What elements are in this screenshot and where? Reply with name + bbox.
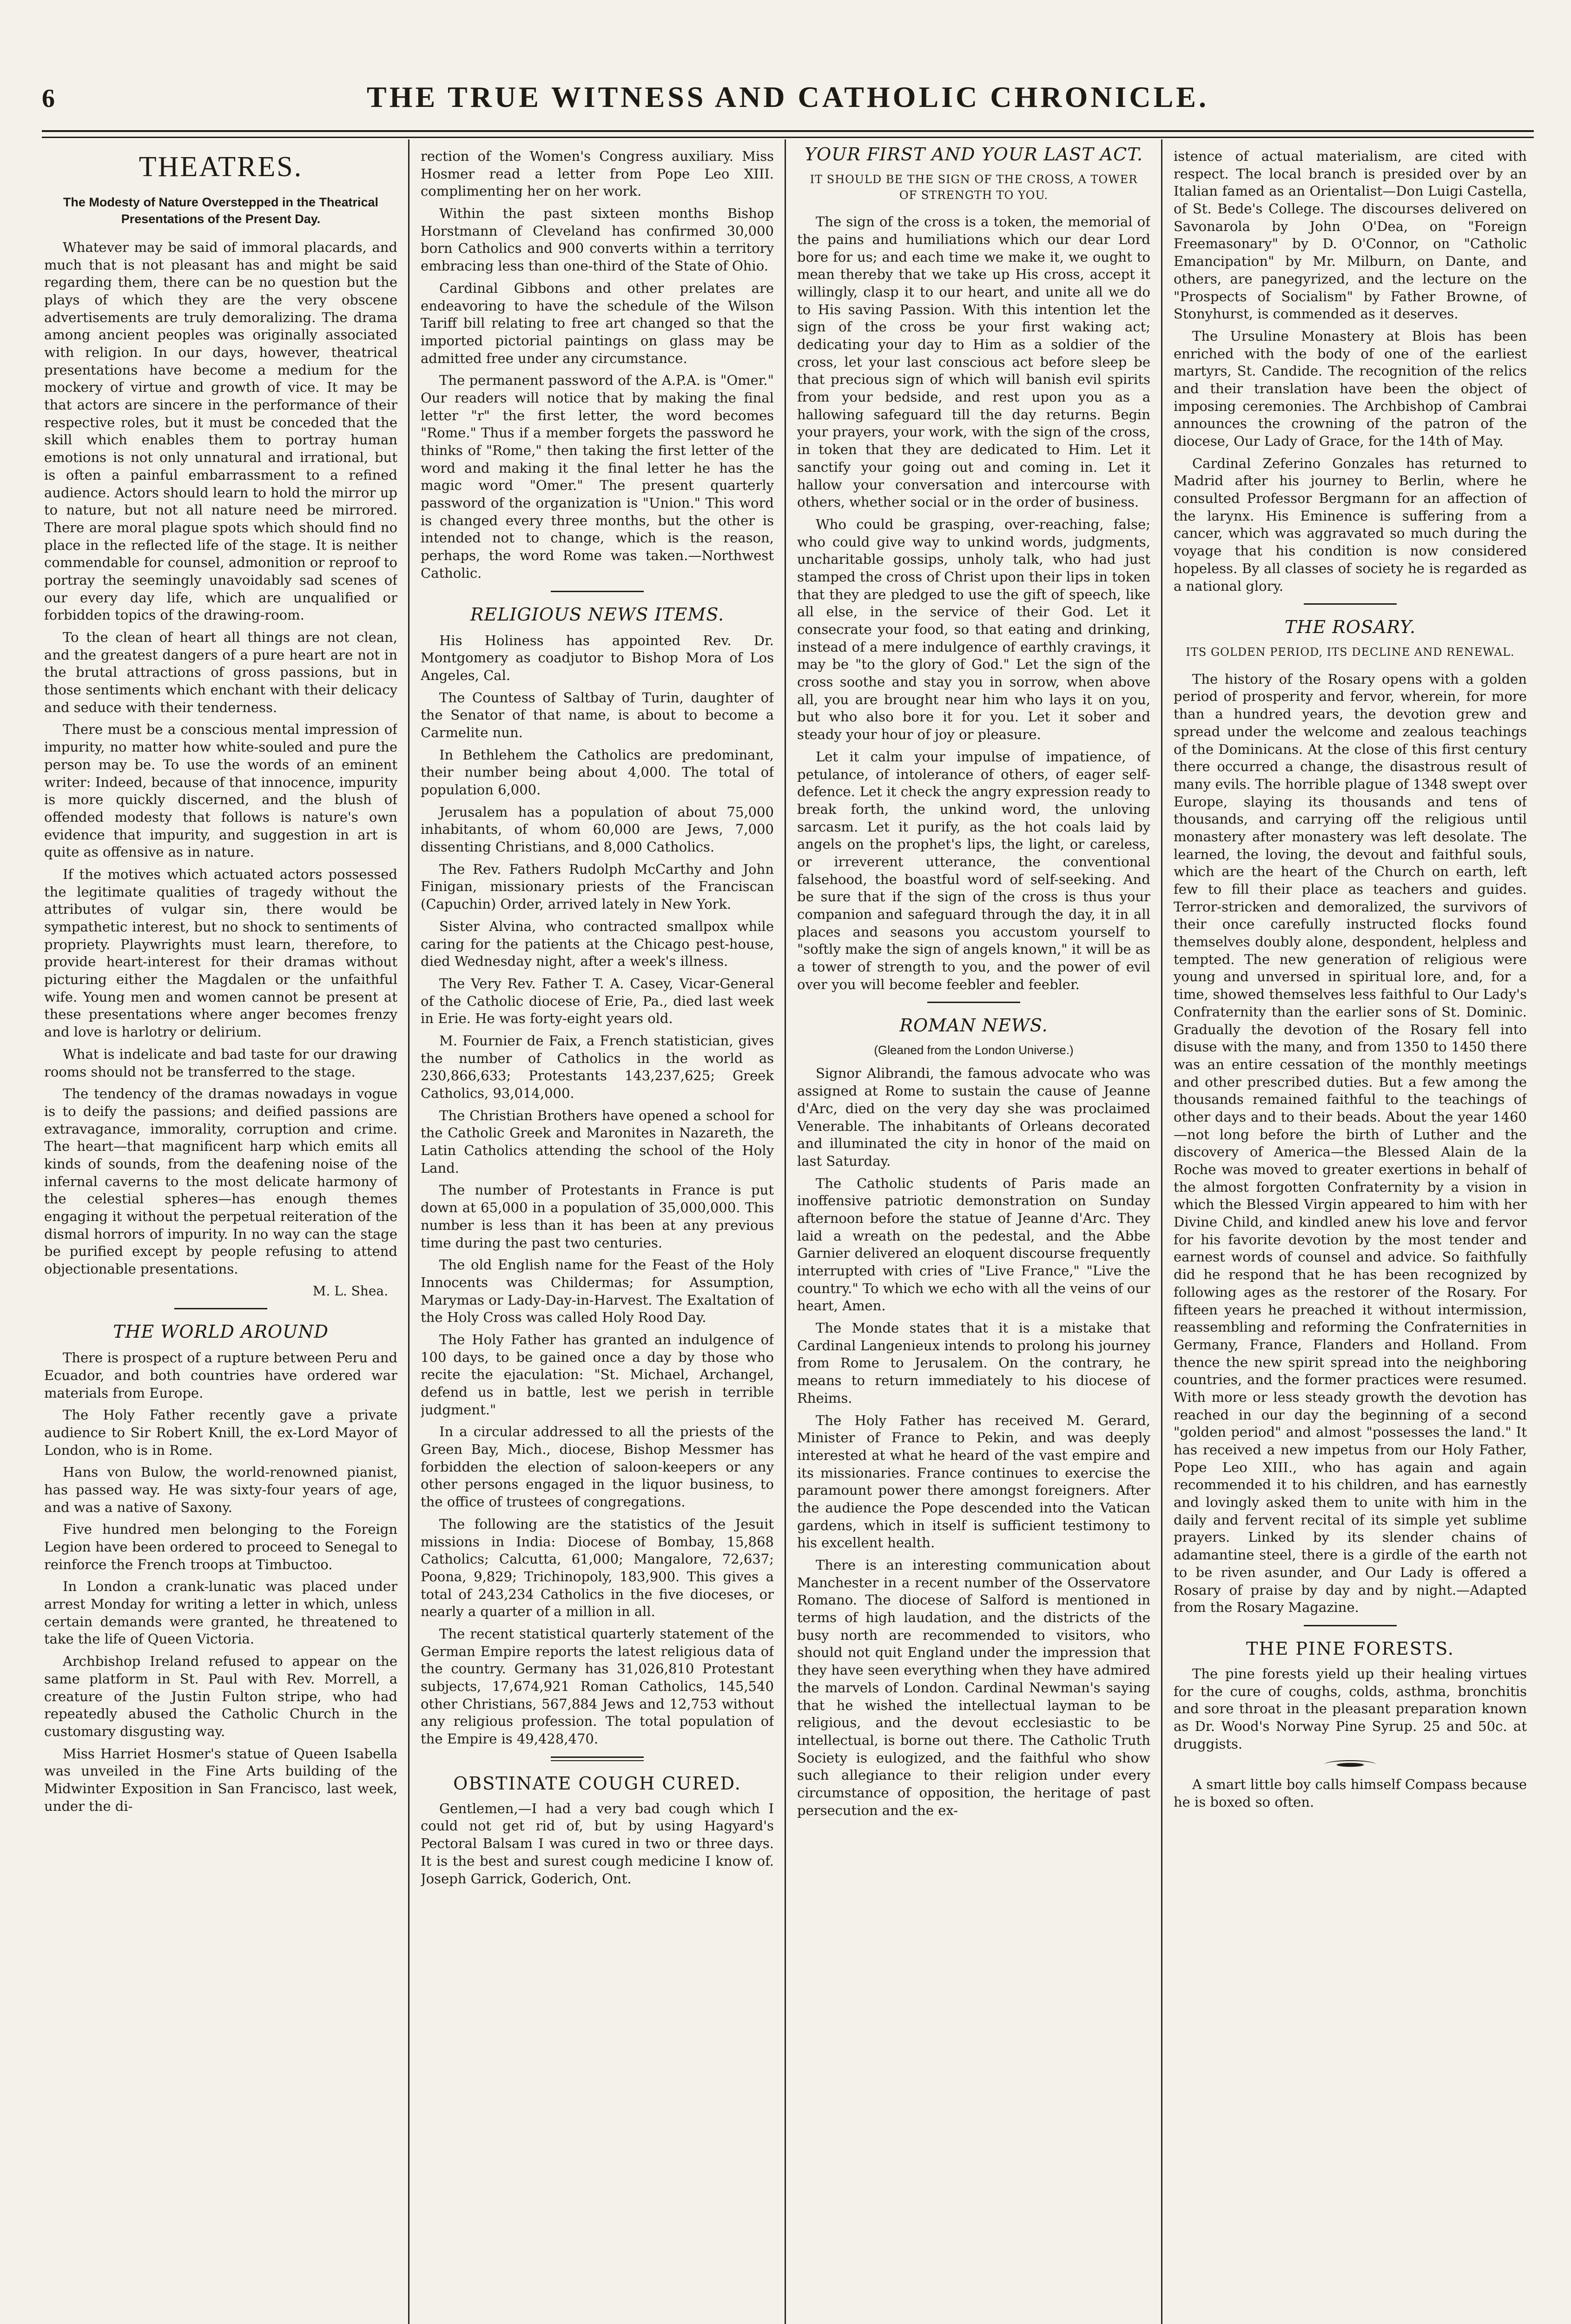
column-3 [797, 139, 1150, 2324]
article-paragraph: The tendency of the dramas nowadays in vogue is to deify the passions; and deified passions are extravagance, immorality, corruption and crime. The heart—that magnificent harp which emits all kinds of sounds, from the deafening noise of the infernal caverns to the most delicate harmony of the celestial spheres—has enough themes engaging it without the perpetual reiteration of the dismal horrors of impurity. In no way can the stage be purified except by people refusing to attend objectionable presentations. [44, 1086, 397, 1277]
news-item: The Very Rev. Father T. A. Casey, Vicar-General of the Catholic diocese of Erie, Pa., died last week in Erie. He was forty-eight years old. [421, 975, 774, 1027]
article-paragraph: Who could be grasping, over-reaching, false; who could give way to unkind words, judgments, uncharitable gossips, unholy talk, who had just stamped the cross of Christ upon their lips in token that they are pledged to use the gift of speech, like all else, in the service of their God. Let it consecrate your food, so that eating and drinking, instead of a mere indulgence of earthly cravings, it may be "to the glory of God." Let the sign of the cross soothe and stay you in sorrow, when above all, you are brought near him who lays it on you, but who also bore it for you. Let it sober and steady your hour of joy or pleasure. [797, 516, 1150, 743]
newspaper-title: THE TRUE WITNESS AND CATHOLIC CHRONICLE. [367, 80, 1209, 113]
column-rule [408, 139, 409, 2324]
theatres-deck: The Modesty of Nature Overstepped in the Theatrical Presentations of the Present Day. [63, 195, 379, 226]
news-item: There is an interesting communication about Manchester in a recent number of the Osservatore Romano. The diocese of Salford is mentioned in terms of high laudation, and the districts of the busy north are recommended to visitors, who should not quit England under the impression that they have seen everything when they have admired the marvels of London. Cardinal Newman's saying that he wished the intellectual layman to be religious, and the devout ecclesiastic to be intellectual, is borne out there. The Catholic Truth Society is eulogized, and the faithful who show such allegiance to their religion under every circumstance of opposition, the heritage of past persecution and the ex- [797, 1557, 1150, 1818]
masthead [42, 70, 1534, 125]
pine-ad-text: The pine forests yield up their healing virtues for the cure of coughs, colds, asthma, bronchitis and sore throat in the pleasant preparation known as Dr. Wood's Norway Pine Syrup. 25 and 50c. at druggists. [1174, 1665, 1527, 1752]
continued-article [421, 148, 774, 582]
section-rule [1304, 1625, 1397, 1626]
rosary-heading: THE ROSARY. [1284, 617, 1416, 638]
pine-forests-heading: THE PINE FORESTS. [1246, 1638, 1454, 1659]
masthead-rule [42, 130, 1534, 138]
continued-roman-news [1174, 148, 1527, 595]
news-item: The old English name for the Feast of the Holy Innocents was Childermas; for Assumption, Marymas or Lady-Day-in-Harvest. The Exaltation of the Holy Cross was called Holy Rood Day. [421, 1257, 774, 1326]
news-item: In London a crank-lunatic was placed under arrest Monday for writing a letter in which, unless certain demands were granted, he threatened to take the life of Queen Victoria. [44, 1578, 397, 1647]
theatres-body [44, 239, 397, 1278]
cough-ad-text: Gentlemen,—I had a very bad cough which I could not get rid of, but by using Hagyard's Pectoral Balsam I was cured in two or three days. It is the best and surest cough medicine I know of. Joseph Garrick, Goderich, Ont. [421, 1800, 774, 1887]
news-item: The following are the statistics of the Jesuit missions in India: Diocese of Bombay, 15,868 Catholics; Calcutta, 61,000; Mangalore, 72,637; Poona, 9,829; Trichinopoly, 183,900. This gives a total of 243,234 Catholics in the five dioceses, or nearly a quarter of a million in all. [421, 1516, 774, 1620]
theatres-signature: M. L. Shea. [312, 1283, 388, 1299]
roman-news-source: (Gleaned from the London Universe.) [874, 1043, 1074, 1057]
news-item: The number of Protestants in France is put down at 65,000 in a population of 35,000,000. This number is less than it has been at any previous time during the past two centuries. [421, 1182, 774, 1251]
column-1 [44, 139, 397, 2324]
news-item: The Countess of Saltbay of Turin, daughter of the Senator of that name, is about to become a Carmelite nun. [421, 689, 774, 740]
section-rule [174, 1308, 267, 1309]
news-item: His Holiness has appointed Rev. Dr. Montgomery as coadjutor to Bishop Mora of Los Angeles, Cal. [421, 632, 774, 683]
page-number: 6 [42, 84, 55, 113]
news-item: The Holy Father recently gave a private audience to Sir Robert Knill, the ex-Lord Mayor of London, who is in Rome. [44, 1407, 397, 1458]
news-item: The Catholic students of Paris made an inoffensive patriotic demonstration on Sunday afternoon before the statue of Jeanne d'Arc. They laid a wreath on the pedestal, and the Abbe Garnier delivered an eloquent discourse frequently interrupted with cries of "Live France," "Live the country." To which we echo with all the veins of our heart, Amen. [797, 1175, 1150, 1314]
column-rule [785, 139, 786, 2324]
column-2 [421, 139, 774, 2324]
news-item: Five hundred men belonging to the Foreign Legion have been ordered to proceed to Senegal to reinforce the French troops at Timbuctoo. [44, 1521, 397, 1572]
article-paragraph: Cardinal Gibbons and other prelates are endeavoring to have the schedule of the Wilson Tariff bill relating to free art changed so that the imported pictorial paintings on glass may be admitted free under any circumstance. [421, 280, 774, 366]
news-item: The Monde states that it is a mistake that Cardinal Langenieux intends to prolong his journey from Rome to Jerusalem. On the contrary, he means to return immediately to his diocese of Rheims. [797, 1320, 1150, 1406]
article-paragraph: To the clean of heart all things are not clean, and the greatest dangers of a pure heart are not in the brutal attractions of gross passions, but in those sentiments which enchant with their delicacy and seduce with their tenderness. [44, 629, 397, 715]
news-item: istence of actual materialism, are cited with respect. The local branch is presided over by an Italian famed as an Orientalist—Don Luigi Castella, of St. Bede's College. The discourses delivered on Savonarola by John O'Dea, on "Foreign Freemasonary" by D. O'Connor, on "Catholic Emancipation" by Mr. Milburn, on Dante, and others, are panegyrized, and the lecture on the "Prospects of Socialism" by Father Browne, of Stonyhurst, is commended as it deserves. [1174, 148, 1527, 322]
cross-article-body [797, 213, 1150, 993]
news-item: The Holy Father has received M. Gerard, Minister of France to Pekin, and was deeply interested at what he heard of the vast empire and its missionaries. France continues to exercise the paramount power there amongst foreigners. After the audience the Pope descended into the Vatican gardens, which in itself is sufficient testimony to his excellent health. [797, 1412, 1150, 1551]
news-item: The Ursuline Monastery at Blois has been enriched with the body of one of the earliest martyrs, St. Candide. The recognition of the relics and their translation have been the object of imposing ceremonies. The Archbishop of Cambrai announces the crowning of the patron of the diocese, Our Lady of Grace, for the 14th of May. [1174, 328, 1527, 449]
news-item: Hans von Bulow, the world-renowned pianist, has passed way. He was sixty-four years of age, and was a native of Saxony. [44, 1464, 397, 1515]
news-item: The Rev. Fathers Rudolph McCarthy and John Finigan, missionary priests of the Franciscan (Capuchin) Order, arrived lately in New York. [421, 861, 774, 912]
section-rule [551, 591, 644, 592]
column-4 [1174, 139, 1527, 2324]
rosary-deck: ITS GOLDEN PERIOD, ITS DECLINE AND RENEWAL. [1186, 646, 1515, 659]
news-item: Jerusalem has a population of about 75,000 inhabitants, of whom 60,000 are Jews, 7,000 dissenting Christians, and 8,000 Catholics. [421, 804, 774, 855]
news-item: In Bethlehem the Catholics are predominant, their number being about 4,000. The total of population 6,000. [421, 746, 774, 798]
cross-article-heading: YOUR FIRST AND YOUR LAST ACT. [804, 144, 1143, 165]
news-item: Miss Harriet Hosmer's statue of Queen Isabella was unveiled in the Fine Arts building of the Midwinter Exposition in San Francisco, last week, under the di- [44, 1745, 397, 1814]
article-paragraph: Within the past sixteen months Bishop Horstmann of Cleveland has confirmed 30,000 born Catholics and 900 converts within a territory embracing less than one-third of the State of Ohio. [421, 205, 774, 274]
article-paragraph: The history of the Rosary opens with a golden period of prosperity and fervor, wherein, for more than a hundred years, the devotion grew and spread under the welcome and zealous teachings of the Dominicans. At the close of this first century there occurred a change, the disastrous result of many evils. The horrible plague of 1348 swept over Europe, slaying its thousands and tens of thousands, and carrying off the religious until monastery after monastery was left desolate. The learned, the loving, the devout and faithful souls, which are the heart of the Church on earth, left few to fill their place as teachers and guides. Terror-stricken and demoralized, the survivors of their once carefully instructed flocks found themselves doubly alone, despondent, helpless and tempted. The new generation of religious were young and unversed in spiritual lore, and, for a time, showed themselves less faithful to Our Lady's Confraternity than the earlier sons of St. Dominic. Gradually the devotion of the Rosary fell into disuse with the many, and from 1350 to 1450 there was an entire cessation of the monthly meetings and other prescribed duties. But a few among the thousands remained faithful to the teachings of other days and to their beads. About the year 1460—not long before the birth of Luther and the discovery of America—the Blessed Alain de la Roche was moved to greater exertions in behalf of the almost forgotten Confraternity by a vision in which the Blessed Virgin appeared to him with her Divine Child, and kindled anew his love and fervor for his favorite devotion by the most tender and earnest words of counsel and advice. So faithfully did he respond that he has been recognized by following ages as the restorer of the Rosary. For fifteen years he preached it without intermission, reassembling and reforming the Confraternities in Germany, France, Flanders and Holland. From thence the new spirit spread into the neighboring countries, and the former practices were resumed. With more or less steady growth the devotion has reached in our day the beginning of a second "golden period" and almost "possesses the land." It has received a new impetus from our Holy Father, Pope Leo XIII., who has again and again recommended it to his children, and has earnestly and lovingly asked them to unite with him in the daily and fervent recital of its simple yet sublime prayers. Linked by its slender chains of adamantine steel, there is a girdle of the earth not to be riven asunder, and Our Lady is offered a Rosary of praise by day and by night.—Adapted from the Rosary Magazine. [1174, 671, 1527, 1616]
article-paragraph: If the motives which actuated actors possessed the legitimate qualities of tragedy without the attributes of vulgar sin, there would be sympathetic interest, but no shock to sentiments of propriety. Playwrights must learn, therefore, to provide heart-interest for their dramas without picturing either the Magdalen or the unfaithful wife. Young men and women cannot be present at these presentations where anger becomes frenzy and love is harlotry or delirium. [44, 866, 397, 1040]
filler-joke: A smart little boy calls himself Compass because he is boxed so often. [1174, 1776, 1527, 1810]
article-paragraph: Let it calm your impulse of impatience, of petulance, of intolerance of others, of eager self-defence. Let it check the angry expression ready to break forth, the unkind word, the unloving sarcasm. Let it purify, as the hot coals laid by angels on the prophet's lips, the light, or careless, or irreverent utterance, the conventional falsehood, the boastful word of self-seeking. And be sure that if the sign of the cross is thus your companion and safeguard through the day, it in all places and seasons you accustom yourself to "softly make the sign of angels known," it will be as a tower of strength to you, and the power of evil over you will become feebler and feebler. [797, 748, 1150, 992]
cough-ad-heading: OBSTINATE COUGH CURED. [453, 1773, 741, 1794]
religious-news-body [421, 632, 774, 1748]
ornament-divider [1325, 1760, 1376, 1769]
news-item: M. Fournier de Faix, a French statistician, gives the number of Catholics in the world as 230,866,633; Protestants 143,237,625; Greek Catholics, 93,014,000. [421, 1032, 774, 1101]
theatres-heading: THEATRES. [139, 151, 303, 183]
article-paragraph: Whatever may be said of immoral placards, and much that is not pleasant has and might be said regarding them, there can be no question but the plays of which they are the very obscene advertisements are truly demoralizing. The drama among ancient peoples was originally associated with religion. In our days, however, theatrical presentations have become a medium for the mockery of virtue and growth of vice. It may be that actors are sincere in the performance of their respective roles, but it must be conceded that the skill which enables them to portray human emotions is not only unnatural and irrational, but is often a painful embarrassment to a refined audience. Actors should learn to hold the mirror up to nature, but not all nature need be mirrored. There are moral plague spots which should find no place in the reflected life of the stage. It is neither commendable for counsel, admonition or reproof to portray the seemingly unavoidably sad scenes of our every day life, which are unqualified or forbidden topics of the drawing-room. [44, 239, 397, 623]
cross-article-deck: IT SHOULD BE THE SIGN OF THE CROSS, A TOWER OF STRENGTH TO YOU. [810, 173, 1138, 202]
section-rule [551, 1756, 644, 1761]
article-paragraph: There must be a conscious mental impression of impurity, no matter how white-souled and pure the person may be. To use the words of an eminent writer: Indeed, because of that innocence, impurity is more quickly discerned, and the blush of offended modesty that follows is nature's own evidence that impurity, and suggestion in art is quite as offensive as in nature. [44, 721, 397, 860]
news-item: There is prospect of a rupture between Peru and Ecuador, and both countries have ordered war materials from Europe. [44, 1350, 397, 1401]
news-item: The recent statistical quarterly statement of the German Empire reports the latest religious data of the country. Germany has 31,026,810 Protestant subjects, 17,674,921 Roman Catholics, 145,540 other Christians, 567,884 Jews and 12,753 without any religious profession. The total population of the Empire is 49,428,470. [421, 1625, 774, 1747]
world-body [44, 1349, 397, 1815]
column-rule [1161, 139, 1162, 2324]
article-paragraph: What is indelicate and bad taste for our drawing rooms should not be transferred to the stage. [44, 1046, 397, 1080]
article-paragraph: The sign of the cross is a token, the memorial of the pains and humiliations which our dear Lord bore for us; and each time we make it, we ought to mean thereby that we take up His cross, accept it willingly, clasp it to our heart, and unite all we do to His saving Passion. With this intention let the sign of the cross be your first waking act; dedicating your day to Him as a soldier of the cross, let your last conscious act before sleep be that precious sign of which will banish evil spirits from your bedside, and rest upon you as a hallowing safeguard till the day returns. Begin your prayers, your work, with the sign of the cross, in token that they are dedicated to Him. Let it sanctify your going out and coming in. Let it hallow your conversation and intercourse with others, whether social or in the order of business. [797, 214, 1150, 510]
world-heading: THE WORLD AROUND [113, 1321, 329, 1342]
religious-news-heading: RELIGIOUS NEWS ITEMS. [470, 604, 725, 625]
news-item: In a circular addressed to all the priests of the Green Bay, Mich., diocese, Bishop Messmer has forbidden the election of saloon-keepers or any other persons engaged in the liquor business, to the office of trustees of congregations. [421, 1424, 774, 1510]
news-item: Sister Alvina, who contracted smallpox while caring for the patients at the Chicago pest-house, died Wednesday night, after a week's illness. [421, 918, 774, 970]
article-paragraph: rection of the Women's Congress auxiliary. Miss Hosmer read a letter from Pope Leo XIII. complimenting her on her work. [421, 148, 774, 199]
roman-news-heading: ROMAN NEWS. [899, 1015, 1048, 1036]
news-item: Archbishop Ireland refused to appear on the same platform in St. Paul with Rev. Morrell, a creature of the Justin Fulton stripe, who had repeatedly abused the Catholic Church in the customary disgusting way. [44, 1653, 397, 1739]
news-item: The Christian Brothers have opened a school for the Catholic Greek and Maronites in Nazareth, the Latin Catholics attending the school of the Holy Land. [421, 1107, 774, 1176]
section-rule [1304, 603, 1397, 605]
roman-news-body [797, 1065, 1150, 1819]
news-item: Cardinal Zeferino Gonzales has returned to Madrid after his journey to Berlin, where he consulted Professor Bergmann for an affection of the larynx. His Eminence is suffering from a cancer, which was aggravated so much during the voyage that his condition is now considered hopeless. By all classes of society he is regarded as a national glory. [1174, 455, 1527, 594]
news-item: The Holy Father has granted an indulgence of 100 days, to be gained once a day by those who recite the ejaculation: "St. Michael, Archangel, defend us in battle, lest we perish in terrible judgment." [421, 1331, 774, 1418]
article-paragraph: The permanent password of the A.P.A. is "Omer." Our readers will notice that by making the final letter "r" the first letter, the word becomes "Rome." Thus if a member forgets the password he thinks of "Rome," then taking the first letter of the word and making it the final letter he has the magic word "Omer." The present quarterly password of the organization is "Union." This word is changed every three months, but the other is intended not to change, which is the reason, perhaps, the word Rome was taken.—Northwest Catholic. [421, 372, 774, 581]
section-rule [927, 1002, 1020, 1003]
news-item: Signor Alibrandi, the famous advocate who was assigned at Rome to sustain the cause of Jeanne d'Arc, died on the very day she was proclaimed Venerable. The inhabitants of Orleans decorated and illuminated the city in honor of the maid on last Saturday. [797, 1065, 1150, 1169]
